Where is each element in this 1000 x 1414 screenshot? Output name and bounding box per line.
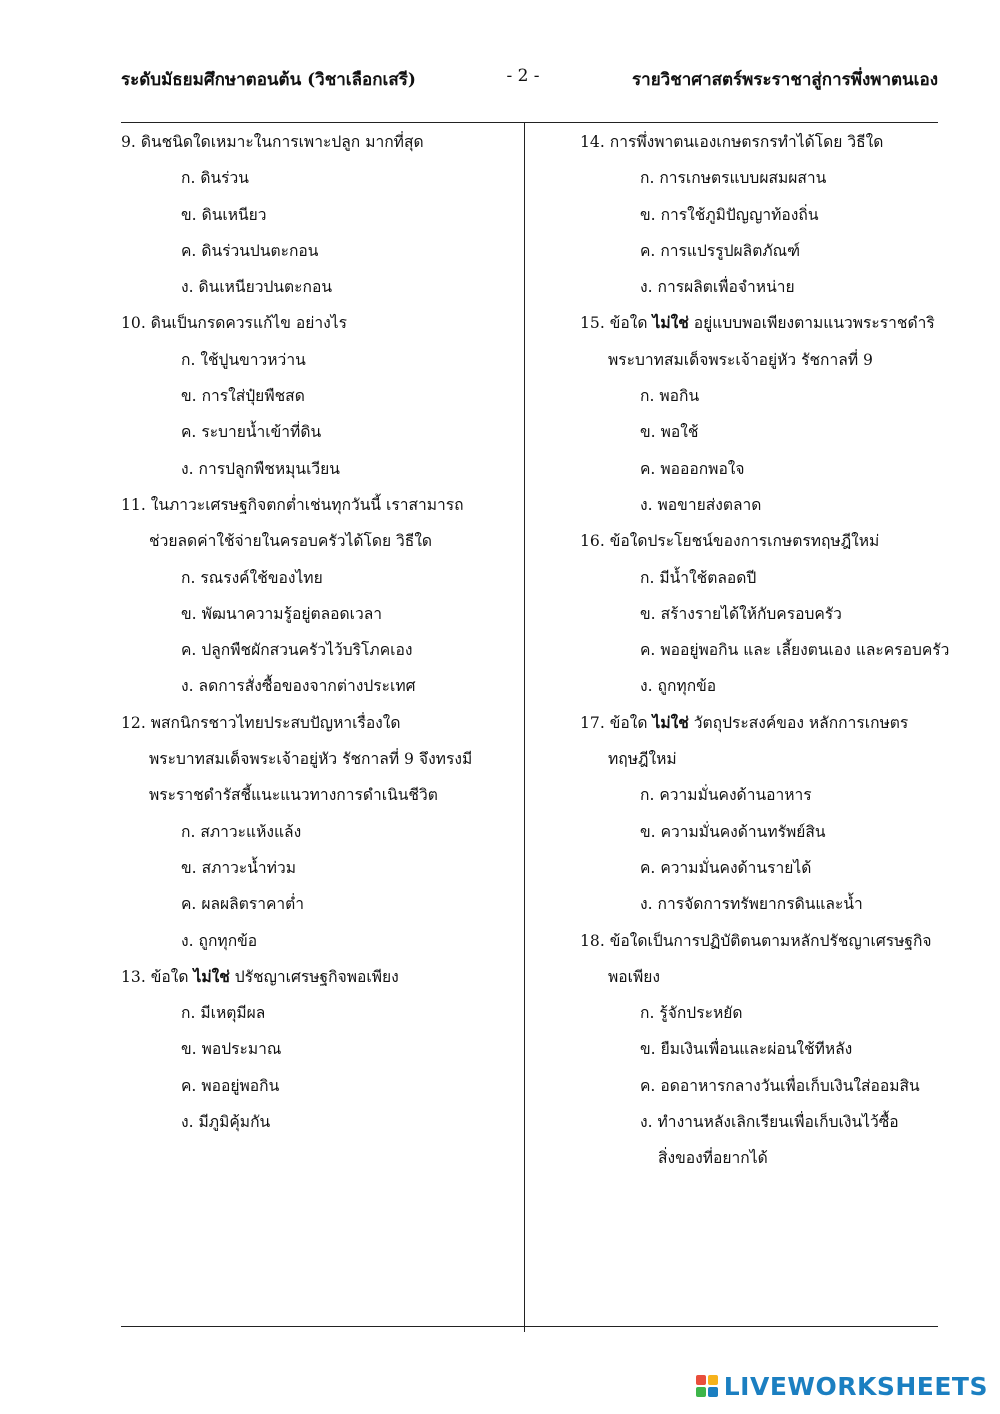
question-text-continued: พระบาทสมเด็จพระเจ้าอยู่หัว รัชกาลที่ 9 — [608, 350, 873, 369]
question-text-continued: พระบาทสมเด็จพระเจ้าอยู่หัว รัชกาลที่ 9 จึงทรงมี — [149, 750, 473, 769]
question-text — [121, 959, 516, 995]
answer-option: ง. ลดการสั่งซื้อของจากต่างประเทศ — [181, 677, 416, 696]
question-text: 9. ดินชนิดใดเหมาะในการเพาะปลูก มากที่สุด — [121, 133, 424, 151]
answer-option: ก. ใช้ปูนขาวหว่าน — [181, 350, 306, 369]
answer-option: ค. พออยู่พอกิน — [181, 1076, 280, 1095]
question-text: 12. พสกนิกรชาวไทยประสบปัญหาเรื่องใด — [121, 713, 401, 732]
page-number: - 2 - — [506, 66, 540, 86]
answer-option: ข. สภาวะน้ำท่วม — [181, 858, 296, 877]
answer-option: ค. ระบายน้ำเข้าที่ดิน — [181, 423, 322, 442]
question-keyword: ไม่ใช่ — [652, 712, 689, 732]
question-keyword: ไม่ใช่ — [652, 313, 689, 333]
question-text-continued: พอเพียง — [608, 967, 661, 986]
answer-option: ง. ถูกทุกข้อ — [181, 931, 258, 950]
logo-text: LIVEWORKSHEETS — [723, 1371, 988, 1401]
right-column — [580, 124, 980, 1177]
answer-option: ข. ยืมเงินเพื่อนและผ่อนใช้ทีหลัง — [640, 1040, 853, 1059]
answer-option: ก. มีเหตุมีผล — [181, 1004, 266, 1023]
answer-option: ข. พอใช้ — [640, 423, 699, 442]
answer-option: ง. ทำงานหลังเลิกเรียนเพื่อเก็บเงินไว้ซื้อ — [640, 1113, 899, 1132]
answer-option: ง. การผลิตเพื่อจำหน่าย — [640, 278, 795, 297]
answer-option: ง. การจัดการทรัพยากรดินและน้ำ — [640, 895, 863, 914]
answer-option: ค. ดินร่วนปนตะกอน — [181, 241, 319, 260]
answer-option: ค. ผลผลิตราคาต่ำ — [181, 895, 305, 914]
question-text: 10. ดินเป็นกรดควรแก้ไข อย่างไร — [121, 314, 347, 333]
answer-option: ข. พัฒนาความรู้อยู่ตลอดเวลา — [181, 604, 383, 623]
question-text — [580, 705, 980, 741]
answer-option: ง. พอขายส่งตลาด — [640, 495, 762, 514]
question-prefix: 13. ข้อใด — [121, 967, 194, 986]
answer-option: ข. การใช้ภูมิปัญญาท้องถิ่น — [640, 205, 819, 224]
question-text: 18. ข้อใดเป็นการปฏิบัติตนตามหลักปรัชญาเศรษฐกิจ — [580, 931, 932, 950]
answer-option: ข. พอประมาณ — [181, 1040, 282, 1059]
question-text-continued: พระราชดำรัสชี้แนะแนวทางการดำเนินชีวิต — [149, 786, 438, 805]
question-keyword: ไม่ใช่ — [193, 966, 230, 986]
answer-option: ง. การปลูกพืชหมุนเวียน — [181, 459, 340, 478]
header-course-level: ระดับมัธยมศึกษาตอนต้น (วิชาเลือกเสรี) — [121, 70, 416, 90]
question-text — [580, 305, 980, 341]
answer-option: ก. รู้จักประหยัด — [640, 1004, 743, 1023]
question-text: 16. ข้อใดประโยชน์ของการเกษตรทฤษฎีใหม่ — [580, 532, 880, 551]
liveworksheets-logo — [696, 1372, 988, 1400]
answer-option: ก. ดินร่วน — [181, 169, 249, 188]
answer-option: ค. ปลูกพืชผักสวนครัวไว้บริโภคเอง — [181, 641, 413, 660]
question-text: 11. ในภาวะเศรษฐกิจตกต่ำเช่นทุกวันนี้ เราสามารถ — [121, 495, 464, 514]
question-suffix: ปรัชญาเศรษฐกิจพอเพียง — [229, 967, 399, 986]
answer-option: ข. สร้างรายได้ให้กับครอบครัว — [640, 604, 842, 623]
question-prefix: 17. ข้อใด — [580, 713, 653, 732]
answer-option: ค. พออยู่พอกิน และ เลี้ยงตนเอง และครอบครัว — [640, 641, 950, 660]
answer-option: ข. การใส่ปุ๋ยพืชสด — [181, 387, 305, 406]
answer-option: ก. พอกิน — [640, 387, 700, 406]
answer-option: ง. ถูกทุกข้อ — [640, 677, 717, 696]
answer-option: ก. ความมั่นคงด้านอาหาร — [640, 786, 812, 805]
answer-option: ค. อดอาหารกลางวันเพื่อเก็บเงินใส่ออมสิน — [640, 1076, 920, 1095]
column-divider — [524, 122, 525, 1332]
answer-option: ก. มีน้ำใช้ตลอดปี — [640, 568, 757, 587]
question-text-continued: ทฤษฎีใหม่ — [608, 750, 677, 769]
answer-option: ค. ความมั่นคงด้านรายได้ — [640, 858, 812, 877]
answer-option: ง. มีภูมิคุ้มกัน — [181, 1113, 271, 1132]
answer-option: ก. การเกษตรแบบผสมผสาน — [640, 169, 827, 188]
question-suffix: อยู่แบบพอเพียงตามแนวพระราชดำริ — [688, 314, 935, 333]
question-text-continued: ช่วยลดค่าใช้จ่ายในครอบครัวได้โดย วิธีใด — [149, 532, 433, 551]
question-text: 14. การพึ่งพาตนเองเกษตรกรทำได้โดย วิธีใด — [580, 133, 884, 151]
answer-option: ง. ดินเหนียวปนตะกอน — [181, 278, 333, 297]
answer-option: ค. พอออกพอใจ — [640, 459, 745, 478]
answer-option: ก. สภาวะแห้งแล้ง — [181, 822, 302, 841]
header-subject: รายวิชาศาสตร์พระราชาสู่การพึ่งพาตนเอง — [632, 70, 938, 90]
answer-option: ข. ความมั่นคงด้านทรัพย์สิน — [640, 822, 826, 841]
answer-option: ข. ดินเหนียว — [181, 205, 267, 224]
answer-option: ค. การแปรรูปผลิตภัณฑ์ — [640, 241, 801, 260]
top-rule — [121, 122, 938, 123]
bottom-rule — [121, 1326, 938, 1327]
left-column — [121, 124, 516, 1140]
answer-option: ก. รณรงค์ใช้ของไทย — [181, 568, 323, 587]
logo-mark-icon — [696, 1375, 718, 1397]
question-prefix: 15. ข้อใด — [580, 314, 653, 333]
question-suffix: วัตถุประสงค์ของ หลักการเกษตร — [688, 713, 909, 732]
answer-option-continued: สิ่งของที่อยากได้ — [658, 1149, 768, 1168]
